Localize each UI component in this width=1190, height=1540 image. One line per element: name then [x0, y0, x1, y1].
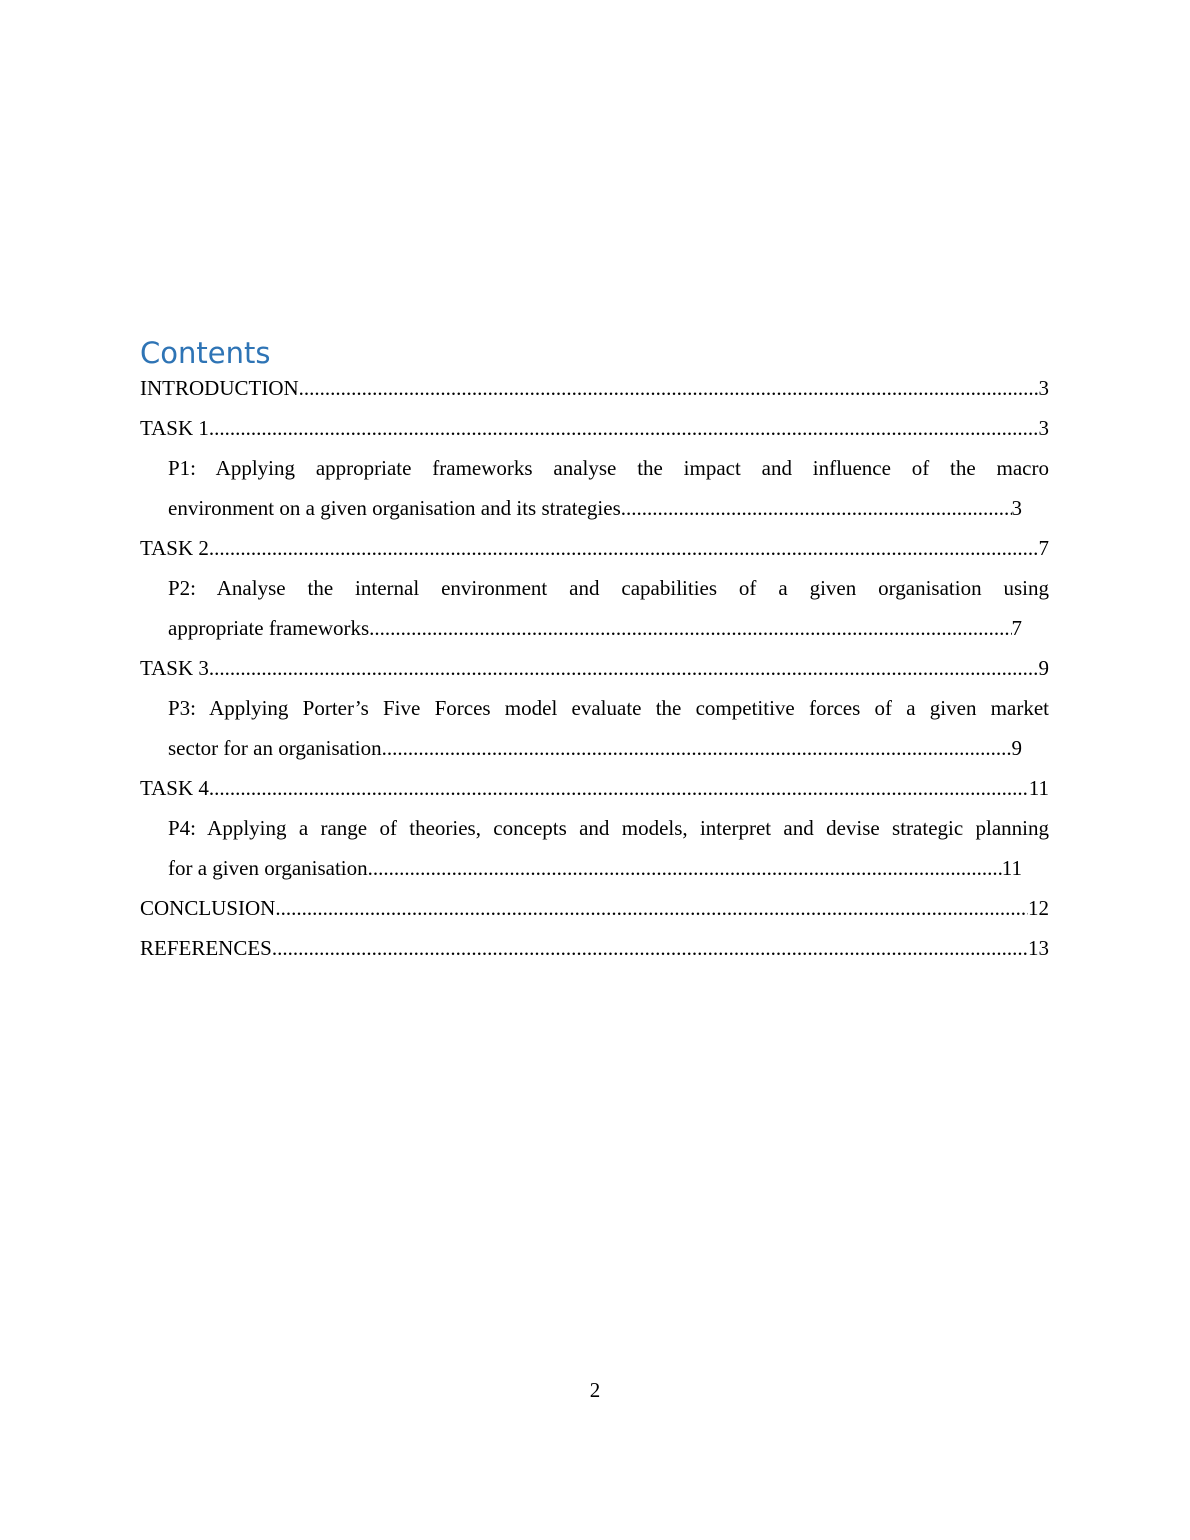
toc-entry-task-2[interactable] [140, 528, 1049, 568]
toc-label: INTRODUCTION [140, 376, 299, 400]
toc-entry-p2[interactable] [140, 608, 1049, 648]
toc-page-number: 12 [1028, 896, 1049, 920]
toc-label: for a given organisation [168, 856, 368, 880]
toc-entry-p3[interactable] [140, 728, 1049, 768]
contents-heading: Contents [140, 336, 271, 370]
toc-label: REFERENCES [140, 936, 272, 960]
toc-label: TASK 3 [140, 656, 209, 680]
toc-page-number: 3 [1011, 496, 1022, 520]
toc-page-number: 3 [1038, 376, 1049, 400]
toc-label: appropriate frameworks [168, 616, 370, 640]
toc-leader-dots [209, 768, 1029, 808]
footer-page-number: 2 [589, 1378, 601, 1402]
toc-entry-p1[interactable] [140, 488, 1049, 528]
toc-entry-task-4[interactable] [140, 768, 1049, 808]
toc-page-number: 9 [1038, 656, 1049, 680]
toc-entry-introduction[interactable] [140, 368, 1049, 408]
toc-leader-dots [209, 528, 1039, 568]
toc-label: TASK 2 [140, 536, 209, 560]
toc-page-number: 7 [1038, 536, 1049, 560]
toc-label: environment on a given organisation and its strategies [168, 496, 621, 520]
toc-leader-dots [209, 648, 1039, 688]
toc-leader-dots [368, 848, 1002, 888]
toc-page-number: 11 [1001, 856, 1022, 880]
toc-label: TASK 4 [140, 776, 209, 800]
toc-label: CONCLUSION [140, 896, 276, 920]
toc-entry-p3-line1[interactable]: P3: Applying Porter’s Five Forces model evaluate the competitive forces of a given market [168, 696, 1049, 720]
toc-entry-references[interactable] [140, 928, 1049, 968]
toc-label: sector for an organisation [168, 736, 382, 760]
toc-entry-p4-line1[interactable]: P4: Applying a range of theories, concepts and models, interpret and devise strategic planning [168, 816, 1049, 840]
toc-page-number: 7 [1011, 616, 1022, 640]
toc-page-number: 13 [1028, 936, 1049, 960]
toc-entry-p1-line1[interactable]: P1: Applying appropriate frameworks analyse the impact and influence of the macro [168, 456, 1049, 480]
toc-entry-p4[interactable] [140, 848, 1049, 888]
toc-page-number: 3 [1038, 416, 1049, 440]
toc-page-number: 11 [1028, 776, 1049, 800]
toc-entry-p2-line1[interactable]: P2: Analyse the internal environment and capabilities of a given organisation using [168, 576, 1049, 600]
toc-leader-dots [299, 368, 1039, 408]
toc-leader-dots [621, 488, 1012, 528]
toc-leader-dots [209, 408, 1039, 448]
toc-entry-conclusion[interactable] [140, 888, 1049, 928]
table-of-contents [140, 368, 1049, 968]
toc-leader-dots [272, 928, 1028, 968]
toc-page-number: 9 [1011, 736, 1022, 760]
toc-leader-dots [382, 728, 1012, 768]
toc-entry-task-1[interactable] [140, 408, 1049, 448]
toc-entry-task-3[interactable] [140, 648, 1049, 688]
toc-leader-dots [275, 888, 1028, 928]
toc-label: TASK 1 [140, 416, 209, 440]
toc-leader-dots [369, 608, 1011, 648]
